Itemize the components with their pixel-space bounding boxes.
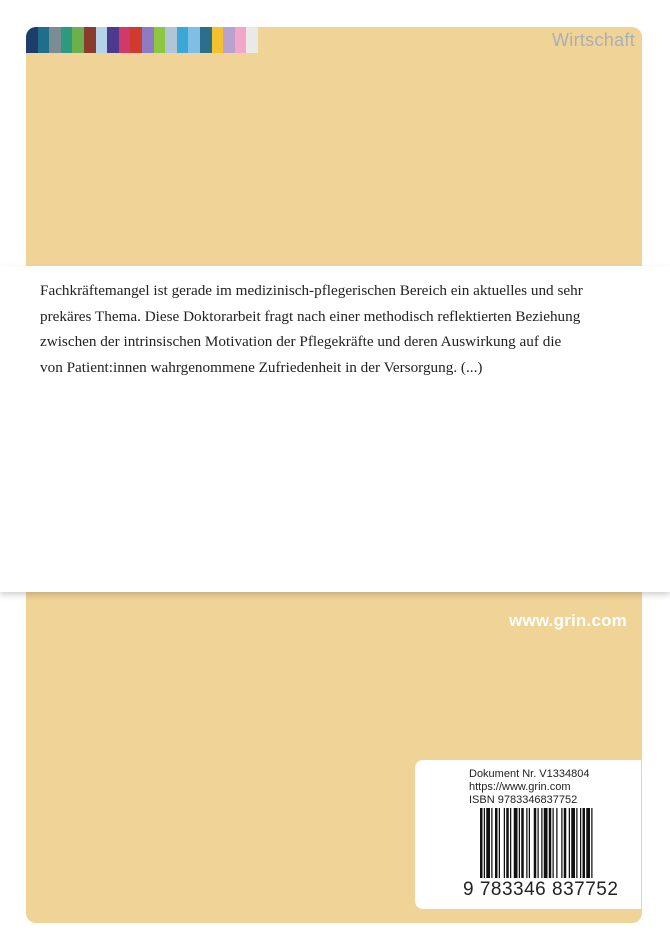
barcode-bar <box>529 808 530 878</box>
color-stripe <box>26 27 38 53</box>
category-label: Wirtschaft <box>551 30 635 50</box>
barcode-bar <box>526 808 527 878</box>
color-stripe <box>188 27 200 53</box>
blurb-line: zwischen der intrinsischen Motivation der Pflegekräfte und deren Auswirkung auf die <box>40 333 562 350</box>
barcode-bar <box>591 808 592 878</box>
color-stripe <box>38 27 50 53</box>
barcode-bar <box>521 808 524 878</box>
barcode-bar <box>580 808 581 878</box>
color-stripe <box>200 27 212 53</box>
color-stripes <box>26 27 258 53</box>
document-number: Dokument Nr. V1334804 <box>469 768 590 780</box>
barcode-bar <box>571 808 575 878</box>
color-stripe <box>212 27 224 53</box>
blurb-line: Fachkräftemangel ist gerade im medizinisch-pflegerischen Bereich ein aktuelles und sehr <box>40 282 583 299</box>
barcode-bar <box>544 808 548 878</box>
blurb-line: von Patient:innen wahrgenommene Zufriedenheit in der Versorgung. (...) <box>40 358 483 376</box>
color-stripe <box>165 27 177 53</box>
barcode-digits: 9 783346 837752 <box>463 879 619 900</box>
publisher-url: www.grin.com <box>509 611 627 630</box>
color-stripe <box>177 27 189 53</box>
barcode-bar <box>480 808 483 878</box>
barcode-bar <box>583 808 586 878</box>
color-stripe <box>142 27 154 53</box>
barcode-bar <box>514 808 518 878</box>
barcode-bar <box>561 808 562 878</box>
barcode-bar <box>504 808 505 878</box>
color-stripe <box>96 27 108 53</box>
barcode-bar <box>538 808 539 878</box>
blurb-text <box>40 278 630 380</box>
color-stripe <box>235 27 247 53</box>
isbn-barcode <box>480 808 628 878</box>
color-stripe <box>84 27 96 53</box>
barcode-bar <box>556 808 557 878</box>
color-stripe <box>154 27 166 53</box>
barcode-bar <box>586 808 590 878</box>
barcode-bar <box>549 808 552 878</box>
barcode-bar <box>564 808 567 878</box>
barcode-bar <box>484 808 485 878</box>
barcode-bar <box>486 808 490 878</box>
barcode-bar <box>576 808 577 878</box>
color-stripe <box>223 27 235 53</box>
color-stripe <box>130 27 142 53</box>
color-stripe <box>61 27 73 53</box>
barcode-bar <box>510 808 511 878</box>
blurb-line: prekäres Thema. Diese Doktorarbeit fragt nach einer methodisch reflektierten Beziehung <box>40 307 581 325</box>
barcode-bar <box>553 808 554 878</box>
barcode-bar <box>534 808 537 878</box>
barcode-bar <box>506 808 509 878</box>
barcode-bar <box>569 808 570 878</box>
barcode-bar <box>519 808 520 878</box>
color-stripe <box>107 27 119 53</box>
barcode-bar <box>541 808 542 878</box>
color-stripe <box>72 27 84 53</box>
color-stripe <box>246 27 258 53</box>
isbn-text: ISBN 9783346837752 <box>469 794 578 806</box>
barcode-bar <box>495 808 498 878</box>
color-stripe <box>119 27 131 53</box>
website-text: https://www.grin.com <box>469 781 571 793</box>
barcode-bar <box>499 808 500 878</box>
barcode-bar <box>491 808 492 878</box>
color-stripe <box>49 27 61 53</box>
